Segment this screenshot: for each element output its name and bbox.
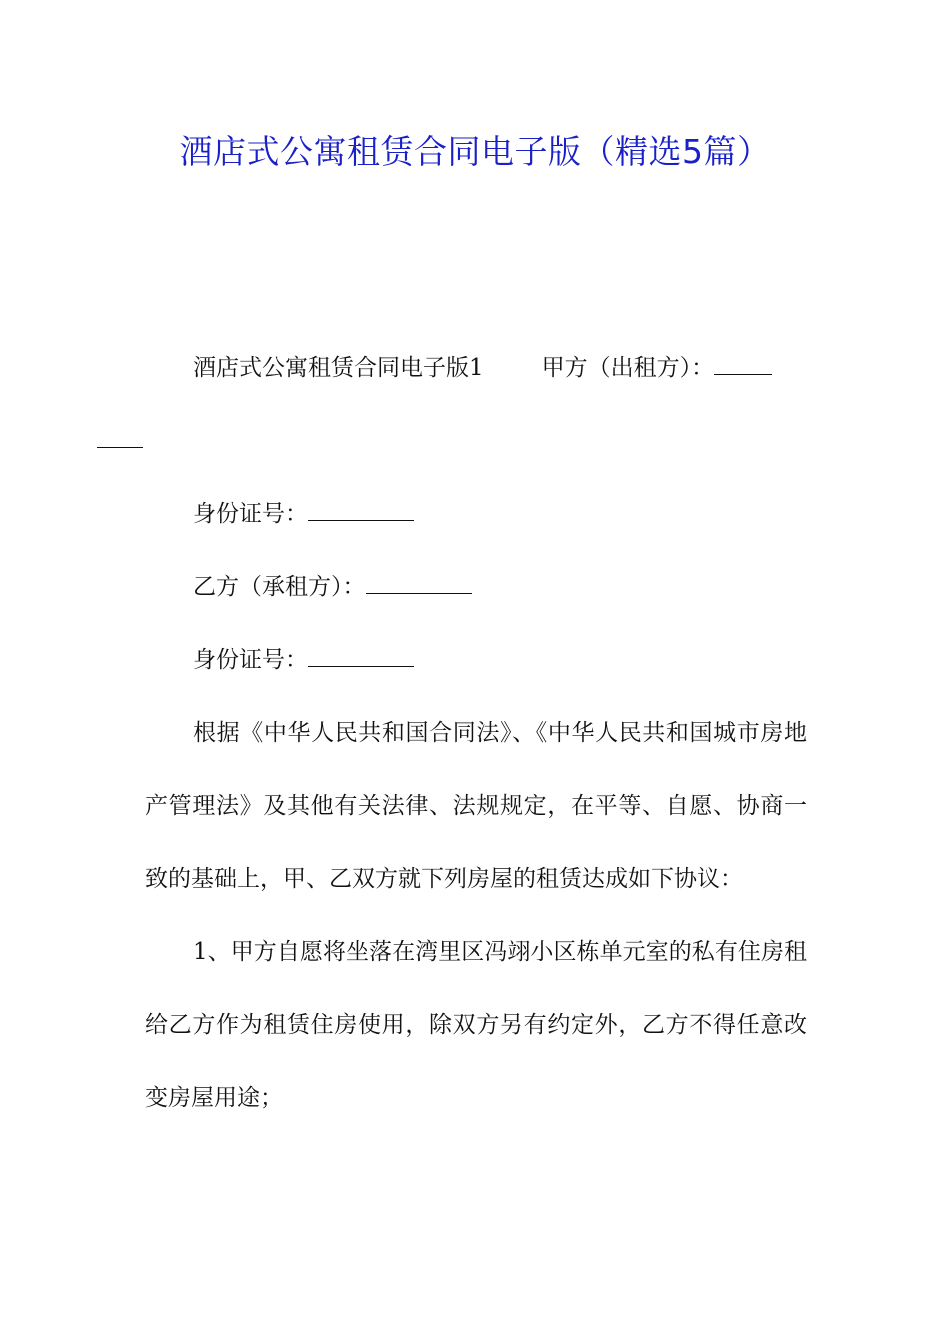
id-number-line-1 bbox=[145, 478, 807, 551]
party-a-blank-line-continued bbox=[97, 425, 143, 448]
id-number-blank-2 bbox=[308, 644, 414, 667]
party-b-blank bbox=[366, 571, 472, 594]
heading-line-paragraph bbox=[145, 332, 807, 478]
document-body bbox=[145, 332, 807, 1135]
contract-heading-label: 酒店式公寓租赁合同电子版1 bbox=[193, 355, 484, 381]
id-number-label-2: 身份证号： bbox=[193, 647, 308, 673]
id-number-line-2 bbox=[145, 624, 807, 697]
id-number-blank-1 bbox=[308, 498, 414, 521]
party-a-label: 甲方（出租方）： bbox=[541, 355, 715, 381]
party-b-line bbox=[145, 551, 807, 624]
party-b-label: 乙方（承租方）： bbox=[193, 574, 366, 600]
id-number-label-1: 身份证号： bbox=[193, 501, 308, 527]
document-title: 酒店式公寓租赁合同电子版（精选5篇） bbox=[179, 132, 771, 171]
clause-1-paragraph: 1、甲方自愿将坐落在湾里区冯翊小区栋单元室的私有住房租给乙方作为租赁住房使用，除双方另有约定外，乙方不得任意改变房屋用途； bbox=[145, 939, 807, 1111]
legal-basis-paragraph: 根据《中华人民共和国合同法》、《中华人民共和国城市房地产管理法》及其他有关法律、法规规定，在平等、自愿、协商一致的基础上，甲、乙双方就下列房屋的租赁达成如下协议： bbox=[145, 720, 807, 892]
party-a-blank-line bbox=[714, 352, 772, 375]
